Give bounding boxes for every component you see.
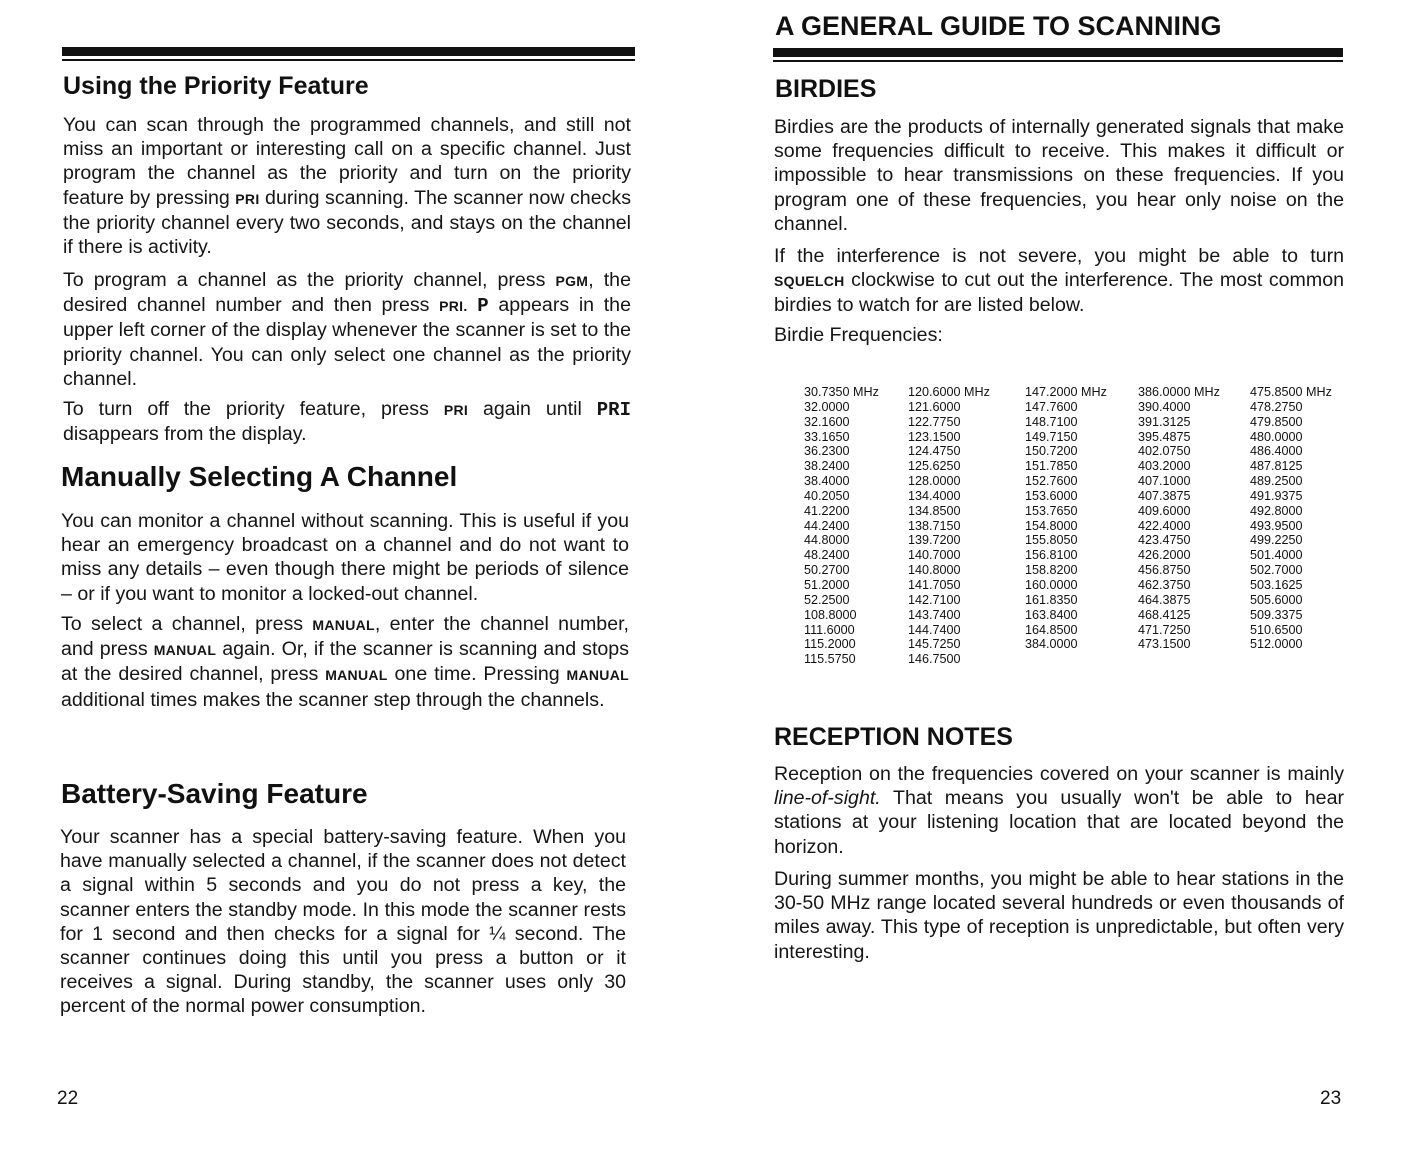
text-run: Birdies are the products of internally generated signals that make some frequencies difficult to receive. This makes it difficult or impossible to hear transmissions on these frequencies. If you program one of these frequencies, you hear only noise on the channel. bbox=[774, 116, 1344, 235]
frequency-value: 423.4750 bbox=[1138, 533, 1191, 548]
frequency-value: 121.6000 bbox=[908, 399, 961, 414]
frequency-value: 473.1500 bbox=[1138, 637, 1191, 652]
frequency-value: 123.1500 bbox=[908, 429, 961, 444]
frequency-value: 512.0000 bbox=[1250, 637, 1303, 652]
frequency-value: 141.7050 bbox=[908, 577, 961, 592]
section-title-battery: Battery-Saving Feature bbox=[61, 778, 368, 809]
frequency-value: 390.4000 bbox=[1138, 399, 1191, 414]
birdies-paragraph-2 bbox=[774, 244, 1344, 318]
frequency-value: 145.7250 bbox=[908, 637, 961, 652]
frequency-column-3 bbox=[1025, 385, 1138, 667]
frequency-value: 151.7850 bbox=[1025, 459, 1078, 474]
section-title-manual: Manually Selecting A Channel bbox=[61, 461, 458, 492]
frequency-value: 153.7650 bbox=[1025, 503, 1078, 518]
frequency-value: 402.0750 bbox=[1138, 444, 1191, 459]
text-run: , enter the channel number, and press bbox=[61, 613, 629, 661]
frequency-value: 456.8750 bbox=[1138, 563, 1191, 578]
frequency-value: 38.2400 bbox=[804, 459, 850, 474]
frequency-value: 44.2400 bbox=[804, 518, 850, 533]
priority-paragraph-3 bbox=[63, 397, 631, 446]
frequency-value: 163.8400 bbox=[1025, 607, 1078, 622]
birdie-frequency-table bbox=[804, 385, 1346, 667]
frequency-value: 142.7100 bbox=[908, 592, 961, 607]
frequency-value: 152.7600 bbox=[1025, 474, 1078, 489]
key-label: PRI bbox=[443, 402, 469, 418]
frequency-value: 30.7350 MHz bbox=[804, 385, 879, 399]
frequency-value: 426.2000 bbox=[1138, 548, 1191, 563]
frequency-value: 44.8000 bbox=[804, 533, 850, 548]
text-run: If the interference is not severe, you might be able to turn bbox=[774, 245, 1344, 267]
text-run: appears in the upper left corner of the display whenever the scanner is set to the priority channel. You can only select one channel as the priority channel. bbox=[63, 294, 631, 390]
frequency-value: 48.2400 bbox=[804, 548, 850, 563]
text-run: Birdie Frequencies: bbox=[774, 324, 943, 346]
frequency-value: 140.7000 bbox=[908, 548, 961, 563]
frequency-value: 464.3875 bbox=[1138, 592, 1191, 607]
frequency-value: 120.6000 MHz bbox=[908, 385, 990, 399]
frequency-value: 462.3750 bbox=[1138, 577, 1191, 592]
frequency-value: 149.7150 bbox=[1025, 429, 1078, 444]
frequency-value: 503.1625 bbox=[1250, 577, 1303, 592]
frequency-value: 36.2300 bbox=[804, 444, 850, 459]
frequency-value: 403.2000 bbox=[1138, 459, 1191, 474]
frequency-value: 395.4875 bbox=[1138, 429, 1191, 444]
frequency-value: 493.9500 bbox=[1250, 518, 1303, 533]
text-run: You can monitor a channel without scanning. This is useful if you hear an emergency broadcast on a channel and do not want to miss any details – even though there might be periods of silence – or if you want to monitor a locked-out channel. bbox=[61, 510, 629, 605]
frequency-value: 155.8050 bbox=[1025, 533, 1078, 548]
frequency-value: 384.0000 bbox=[1025, 637, 1078, 652]
frequency-value: 125.6250 bbox=[908, 459, 961, 474]
frequency-value: 487.8125 bbox=[1250, 459, 1303, 474]
frequency-value: 147.7600 bbox=[1025, 399, 1078, 414]
frequency-value: 147.2000 MHz bbox=[1025, 385, 1107, 399]
text-run: During summer months, you might be able to hear stations in the 30-50 MHz range located several hundreds or even thousands of miles away. This type of reception is unpredictable, but often very interesting. bbox=[774, 868, 1344, 963]
key-label: MANUAL bbox=[566, 667, 629, 684]
frequency-value: 422.4000 bbox=[1138, 518, 1191, 533]
frequency-value: 140.8000 bbox=[908, 563, 961, 578]
battery-paragraph-1 bbox=[60, 825, 626, 1019]
frequency-value: 134.8500 bbox=[908, 503, 961, 518]
frequency-value: 51.2000 bbox=[804, 577, 850, 592]
section-title-reception: RECEPTION NOTES bbox=[774, 723, 1013, 751]
frequency-column-4 bbox=[1138, 385, 1250, 667]
frequency-value: 32.0000 bbox=[804, 399, 850, 414]
left-page bbox=[0, 0, 700, 1153]
frequency-value: 480.0000 bbox=[1250, 429, 1303, 444]
emphasis: line-of-sight. bbox=[774, 787, 881, 810]
frequency-value: 148.7100 bbox=[1025, 414, 1078, 429]
text-run: again. Or, if the scanner is scanning and stops at the desired channel, press bbox=[61, 638, 630, 686]
frequency-value: 144.7400 bbox=[908, 622, 961, 637]
frequency-value: 509.3375 bbox=[1250, 607, 1303, 622]
header-rule-left bbox=[62, 47, 635, 56]
reception-paragraph-1 bbox=[774, 762, 1344, 859]
frequency-value: 409.6000 bbox=[1138, 503, 1191, 518]
frequency-value: 161.8350 bbox=[1025, 592, 1078, 607]
frequency-value: 386.0000 MHz bbox=[1138, 385, 1220, 399]
frequency-value: 33.1650 bbox=[804, 429, 850, 444]
frequency-value: 499.2250 bbox=[1250, 533, 1303, 548]
frequency-value: 475.8500 MHz bbox=[1250, 385, 1332, 399]
frequency-value: 134.4000 bbox=[908, 488, 961, 503]
frequency-value: 139.7200 bbox=[908, 533, 961, 548]
frequency-value: 489.2500 bbox=[1250, 474, 1303, 489]
text-run bbox=[468, 294, 478, 316]
frequency-value: 150.7200 bbox=[1025, 444, 1078, 459]
section-title-priority: Using the Priority Feature bbox=[63, 72, 369, 100]
text-run: To program a channel as the priority channel, press bbox=[63, 269, 556, 291]
frequency-value: 479.8500 bbox=[1250, 414, 1303, 429]
frequency-value: 115.2000 bbox=[804, 637, 856, 652]
frequency-value: 41.2200 bbox=[804, 503, 850, 518]
frequency-value: 492.8000 bbox=[1250, 503, 1303, 518]
key-label: SQUELCH bbox=[774, 273, 845, 290]
frequency-value: 52.2500 bbox=[804, 592, 850, 607]
frequency-value: 407.3875 bbox=[1138, 488, 1191, 503]
frequency-value: 111.6000 bbox=[804, 622, 855, 637]
priority-paragraph-2 bbox=[63, 268, 631, 391]
text-run: during scanning. The scanner now checks the priority channel every two seconds, and stays on the channel if there is activity. bbox=[63, 186, 631, 259]
frequency-value: 160.0000 bbox=[1025, 577, 1078, 592]
frequency-column-5 bbox=[1250, 385, 1346, 667]
frequency-value: 153.6000 bbox=[1025, 488, 1078, 503]
frequency-value: 143.7400 bbox=[908, 607, 961, 622]
frequency-value: 471.7250 bbox=[1138, 622, 1191, 637]
key-label: PRI bbox=[235, 190, 260, 207]
frequency-value: 146.7500 bbox=[908, 652, 961, 667]
frequency-value: 50.2700 bbox=[804, 563, 850, 578]
section-title-birdies: BIRDIES bbox=[775, 75, 877, 103]
frequency-value: 505.6000 bbox=[1250, 592, 1303, 607]
birdies-paragraph-3 bbox=[774, 323, 1344, 347]
reception-paragraph-2 bbox=[774, 867, 1344, 964]
text-run: Your scanner has a special battery-saving feature. When you have manually selected a channel, if the scanner does not detect a signal within 5 seconds and you do not press a key, the scanner enters the standby mode. In this mode the scanner rests for 1 second and then checks for a signal for ¼ second. The scanner continues doing this until you press a button or it receives a signal. During standby, the scanner uses only 30 percent of the normal power consumption. bbox=[60, 826, 626, 1018]
text-run: Reception on the frequencies covered on your scanner is mainly bbox=[774, 763, 1344, 785]
frequency-value: 122.7750 bbox=[908, 414, 961, 429]
text-run: , the desired channel number and then press bbox=[63, 269, 631, 317]
page-number-left: 22 bbox=[57, 1088, 79, 1109]
header-rule-right bbox=[773, 48, 1343, 57]
frequency-value: 154.8000 bbox=[1025, 518, 1078, 533]
frequency-value: 491.9375 bbox=[1250, 488, 1303, 503]
frequency-value: 108.8000 bbox=[804, 607, 857, 622]
manual-paragraph-1 bbox=[61, 509, 629, 606]
frequency-column-2 bbox=[908, 385, 1025, 667]
display-indicator: P bbox=[477, 295, 489, 318]
right-page bbox=[700, 0, 1408, 1153]
frequency-value: 407.1000 bbox=[1138, 474, 1191, 489]
frequency-value: 138.7150 bbox=[908, 518, 961, 533]
key-label: MANUAL bbox=[153, 642, 217, 659]
key-label: PGM bbox=[555, 273, 589, 289]
frequency-value: 502.7000 bbox=[1250, 563, 1303, 578]
frequency-value: 158.8200 bbox=[1025, 563, 1078, 578]
key-label: MANUAL bbox=[312, 617, 375, 633]
manual-paragraph-2 bbox=[61, 612, 629, 712]
text-run: To turn off the priority feature, press bbox=[63, 398, 444, 420]
text-run: To select a channel, press bbox=[61, 613, 313, 635]
display-indicator: PRI bbox=[596, 399, 631, 421]
page-number-right: 23 bbox=[1320, 1088, 1342, 1109]
text-run: You can scan through the programmed channels, and still not miss an important or interesting call on a specific channel. Just program the channel as the priority and turn on the priority feature by pressing bbox=[63, 114, 631, 209]
frequency-value: 124.4750 bbox=[908, 444, 961, 459]
text-run: disappears from the display. bbox=[63, 423, 307, 446]
frequency-value: 510.6500 bbox=[1250, 622, 1303, 637]
frequency-value: 468.4125 bbox=[1138, 607, 1191, 622]
text-run: again until bbox=[468, 398, 597, 420]
frequency-column-1 bbox=[804, 385, 908, 667]
priority-paragraph-1 bbox=[63, 113, 631, 259]
frequency-value: 164.8500 bbox=[1025, 622, 1078, 637]
frequency-value: 115.5750 bbox=[804, 652, 856, 667]
text-run: That means you usually won't be able to hear stations at your listening location that are located beyond the horizon. bbox=[774, 787, 1344, 858]
key-label: MANUAL bbox=[325, 667, 388, 684]
text-run: one time. Pressing bbox=[387, 663, 567, 686]
text-run: clockwise to cut out the interference. The most common birdies to watch for are listed below. bbox=[774, 269, 1344, 317]
frequency-value: 486.4000 bbox=[1250, 444, 1303, 459]
frequency-value: 32.1600 bbox=[804, 414, 850, 429]
birdies-paragraph-1 bbox=[774, 115, 1344, 236]
frequency-value: 391.3125 bbox=[1138, 414, 1191, 429]
frequency-value: 478.2750 bbox=[1250, 399, 1303, 414]
chapter-title: A GENERAL GUIDE TO SCANNING bbox=[775, 11, 1222, 41]
frequency-value: 156.8100 bbox=[1025, 548, 1078, 563]
frequency-value: 38.4000 bbox=[804, 474, 850, 489]
frequency-value: 501.4000 bbox=[1250, 548, 1303, 563]
frequency-value: 40.2050 bbox=[804, 488, 850, 503]
text-run: additional times makes the scanner step through the channels. bbox=[61, 688, 605, 711]
key-label: PRI. bbox=[439, 298, 468, 315]
frequency-value: 128.0000 bbox=[908, 474, 961, 489]
